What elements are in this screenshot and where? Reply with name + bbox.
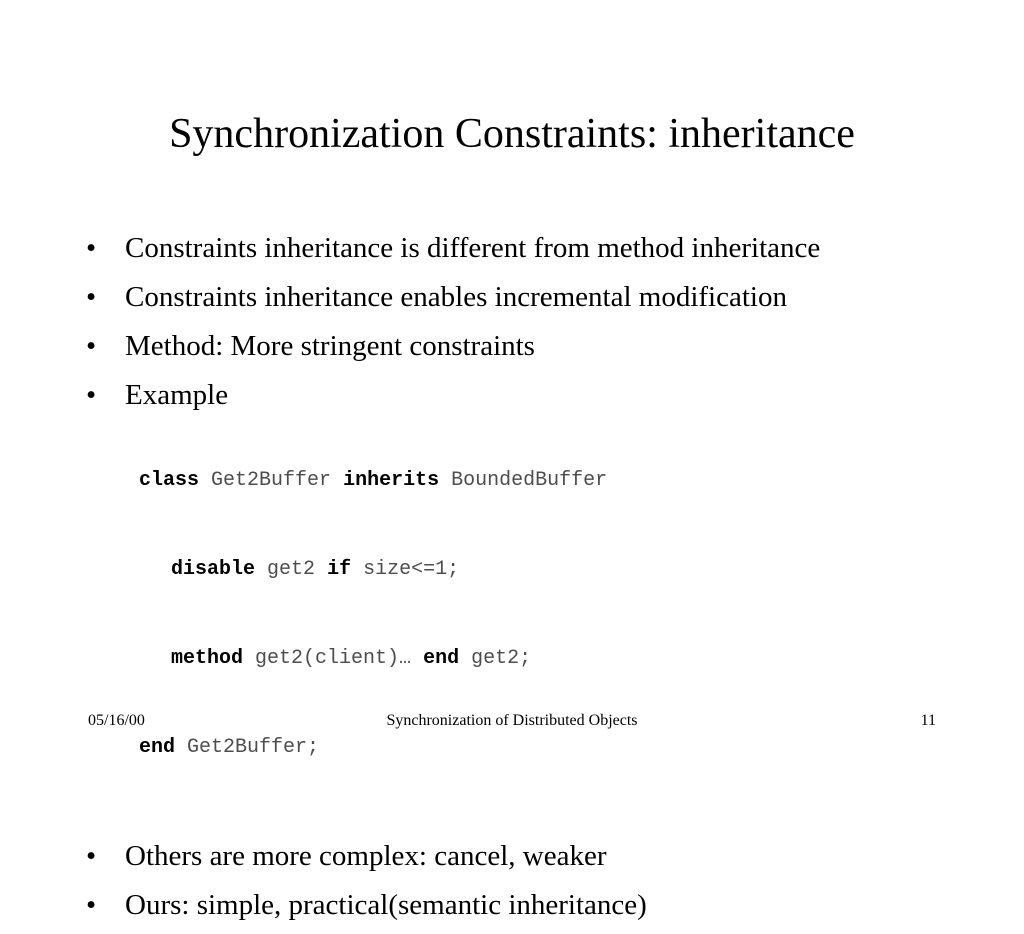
bullet-text: Constraints inheritance enables incremental modification — [125, 281, 787, 313]
bullet-item — [86, 375, 986, 415]
code-identifier: size<=1; — [363, 558, 460, 581]
code-keyword: method — [171, 647, 244, 670]
bullet-text: Example — [125, 379, 229, 411]
code-line-class — [86, 468, 986, 494]
footer-title: Synchronization of Distributed Objects — [386, 712, 638, 729]
bullet-item — [86, 228, 986, 268]
footer-page-number: 11 — [920, 712, 936, 729]
code-keyword: inherits — [343, 469, 440, 492]
code-identifier: get2 — [267, 558, 316, 581]
code-identifier: Get2Buffer — [211, 469, 332, 492]
code-identifier: Get2Buffer; — [187, 736, 320, 759]
code-identifier: get2; — [471, 647, 532, 670]
bullet-item — [86, 885, 986, 925]
code-keyword: if — [327, 558, 352, 581]
code-identifier: get2(client)… — [255, 647, 412, 670]
code-line-method — [86, 646, 986, 672]
code-line-disable — [86, 557, 986, 583]
bullet-item — [86, 326, 986, 366]
bullet-text: Constraints inheritance is different from method inheritance — [125, 232, 821, 264]
code-keyword: disable — [171, 558, 256, 581]
bullet-dot: • — [86, 330, 97, 362]
bullet-item — [86, 836, 986, 876]
bullet-text: Method: More stringent constraints — [125, 330, 535, 362]
bullet-text: Ours: simple, practical(semantic inheritance) — [125, 889, 647, 921]
bullet-dot: • — [86, 379, 97, 411]
bullet-dot: • — [86, 840, 97, 872]
bullet-text: Others are more complex: cancel, weaker — [125, 840, 607, 872]
code-keyword: end — [423, 647, 460, 670]
bullet-list — [86, 228, 986, 934]
bullet-dot: • — [86, 232, 97, 264]
slide-title: Synchronization Constraints: inheritance — [169, 111, 855, 157]
code-example — [86, 416, 986, 824]
code-keyword: end — [139, 736, 176, 759]
code-identifier: BoundedBuffer — [451, 469, 608, 492]
code-keyword: class — [139, 469, 200, 492]
code-line-end — [86, 735, 986, 761]
footer-date: 05/16/00 — [88, 712, 145, 729]
bullet-item — [86, 277, 986, 317]
bullet-dot: • — [86, 889, 97, 921]
bullet-dot: • — [86, 281, 97, 313]
